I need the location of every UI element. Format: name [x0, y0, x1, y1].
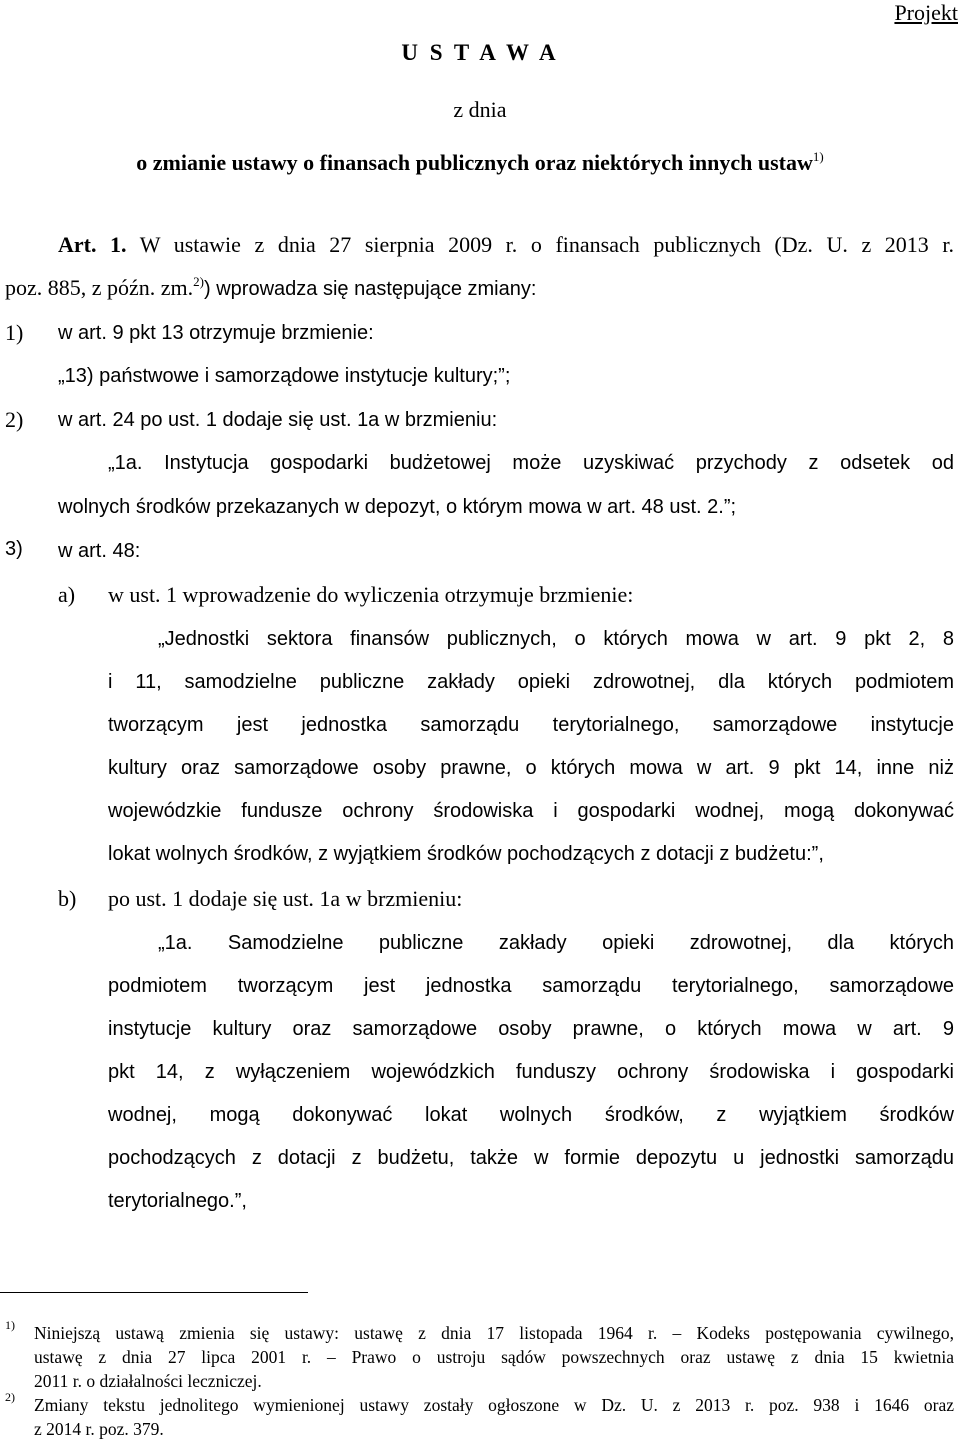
- article-1-line-1: [58, 232, 954, 258]
- footnote-ref-1: 1): [812, 149, 824, 164]
- letter-b-quote-line: podmiotem tworzącym jest jednostka samorządu terytorialnego, samorządowe: [108, 975, 954, 997]
- footnote-1-line: 2011 r. o działalności leczniczej.: [34, 1371, 262, 1391]
- letter-a-quote-line: lokat wolnych środków, z wyjątkiem środków pochodzących z dotacji z budżetu:”,: [108, 843, 824, 865]
- letter-b-quote-line: wodnej, mogą dokonywać lokat wolnych środków, z wyjątkiem środków: [108, 1104, 954, 1126]
- letter-a-label: a): [58, 582, 76, 607]
- act-date-line: z dnia: [453, 97, 507, 122]
- article-1-line-2: [5, 275, 536, 301]
- footnote-separator: [0, 1292, 308, 1293]
- letter-a-intro: w ust. 1 wprowadzenie do wyliczenia otrzymuje brzmienie:: [108, 582, 634, 607]
- point-2-number: 2): [5, 407, 24, 432]
- point-1-quote: „13) państwowe i samorządowe instytucje kultury;”;: [58, 365, 511, 387]
- point-3-intro: w art. 48:: [58, 540, 141, 562]
- footnote-2-line: Zmiany tekstu jednolitego wymienionej ustawy zostały ogłoszone w Dz. U. z 2013 r. poz. 938 i 1646 oraz: [34, 1395, 954, 1415]
- point-1-intro: w art. 9 pkt 13 otrzymuje brzmienie:: [58, 322, 374, 344]
- footnote-1-line: ustawę z dnia 27 lipca 2001 r. – Prawo o ustroju sądów powszechnych oraz ustawę z dnia 15 kwietnia: [34, 1347, 954, 1367]
- letter-a-quote-line: „Jednostki sektora finansów publicznych, o których mowa w art. 9 pkt 2, 8: [158, 628, 954, 650]
- point-1-number: 1): [5, 320, 24, 345]
- article-1-text-2: poz. 885, z późn. zm.: [5, 275, 194, 300]
- act-subtitle-text: o zmianie ustawy o finansach publicznych oraz niektórych innych ustaw: [136, 150, 813, 175]
- footnote-ref-2: 2): [193, 274, 205, 289]
- draft-label: Projekt: [894, 0, 958, 25]
- point-2-quote-line: „1a. Instytucja gospodarki budżetowej może uzyskiwać przychody z odsetek od: [108, 452, 954, 474]
- letter-a-quote-line: kultury oraz samorządowe osoby prawne, o których mowa w art. 9 pkt 14, inne niż: [108, 757, 954, 779]
- point-2-intro: w art. 24 po ust. 1 dodaje się ust. 1a w brzmieniu:: [58, 409, 498, 431]
- letter-a-quote-line: tworzącym jest jednostka samorządu terytorialnego, samorządowe instytucje: [108, 714, 954, 736]
- letter-b-quote-line: pkt 14, z wyłączeniem wojewódzkich funduszy ochrony środowiska i gospodarki: [108, 1061, 954, 1083]
- footnote-1-line: Niniejszą ustawą zmienia się ustawy: ustawę z dnia 17 listopada 1964 r. – Kodeks postępowania cywilnego,: [34, 1323, 954, 1343]
- letter-b-quote-line: pochodzących z dotacji z budżetu, także w formie depozytu u jednostki samorządu: [108, 1147, 954, 1169]
- letter-b-quote-line: „1a. Samodzielne publiczne zakłady opieki zdrowotnej, dla których: [158, 932, 954, 954]
- letter-b-quote-line: instytucje kultury oraz samorządowe osoby prawne, o których mowa w art. 9: [108, 1018, 954, 1040]
- article-1-text: W ustawie z dnia 27 sierpnia 2009 r. o finansach publicznych (Dz. U. z 2013 r.: [126, 232, 954, 257]
- letter-b-quote-line: terytorialnego.”,: [108, 1190, 247, 1212]
- letter-b-intro: po ust. 1 dodaje się ust. 1a w brzmieniu:: [108, 886, 463, 911]
- footnote-1-mark: 1): [5, 1318, 15, 1332]
- act-subtitle: [80, 150, 880, 176]
- point-2-quote-line: wolnych środków przekazanych w depozyt, o którym mowa w art. 48 ust. 2.”;: [58, 496, 737, 518]
- point-3-number: 3): [5, 538, 23, 560]
- letter-b-label: b): [58, 886, 77, 911]
- letter-a-quote-line: wojewódzkie fundusze ochrony środowiska i gospodarki wodnej, mogą dokonywać: [108, 800, 954, 822]
- footnote-2-line: z 2014 r. poz. 379.: [34, 1419, 164, 1439]
- letter-a-quote-line: i 11, samodzielne publiczne zakłady opieki zdrowotnej, dla których podmiotem: [108, 671, 954, 693]
- article-1-label: Art. 1.: [58, 232, 127, 257]
- article-1-text-3: ) wprowadza się następujące zmiany:: [204, 278, 537, 300]
- act-title: U S T A W A: [401, 40, 559, 65]
- footnote-2-mark: 2): [5, 1390, 15, 1404]
